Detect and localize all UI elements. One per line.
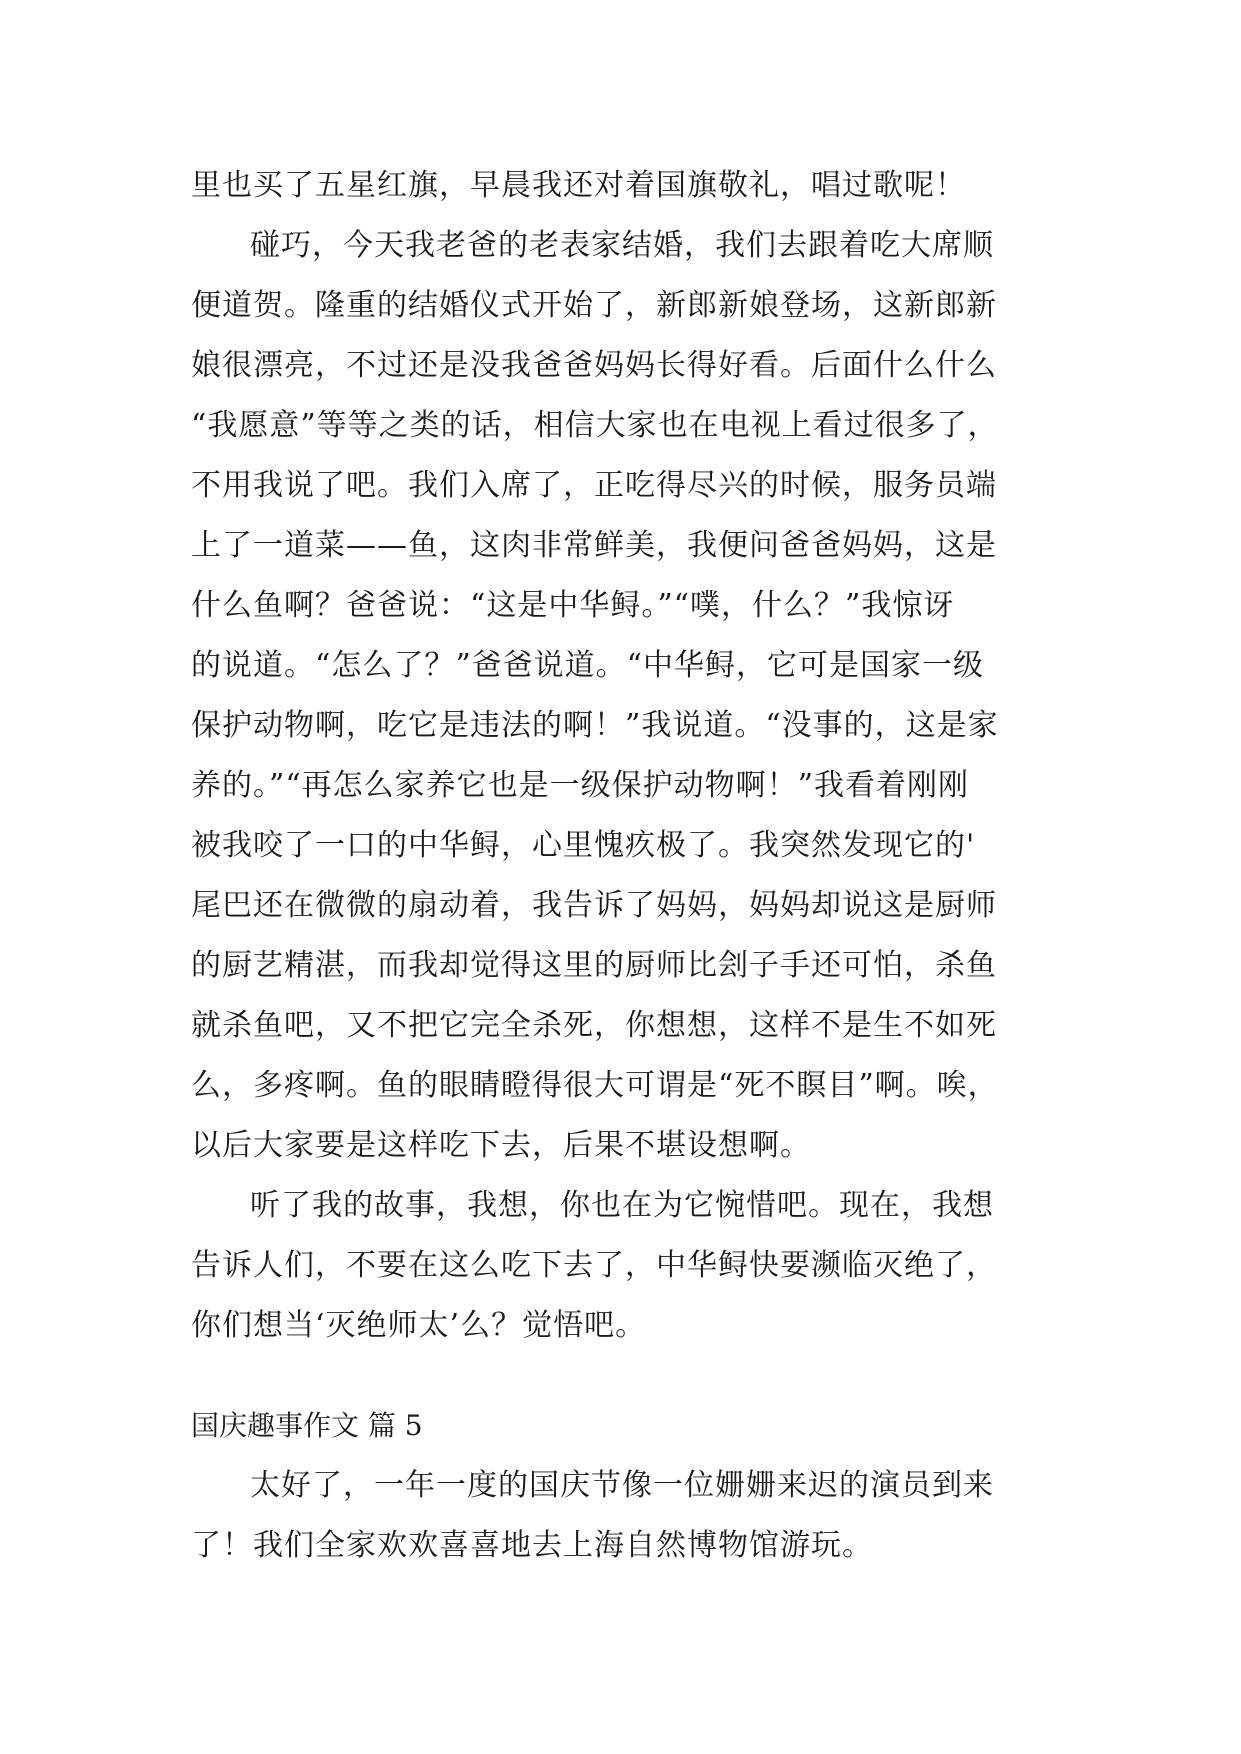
text-line: 的说道。“怎么了？”爸爸说道。“中华鲟，它可是国家一级 bbox=[191, 648, 985, 683]
text-line: 的厨艺精湛，而我却觉得这里的厨师比刽子手还可怕，杀鱼 bbox=[191, 948, 997, 983]
text-line: 便道贺。隆重的结婚仪式开始了，新郎新娘登场，这新郎新 bbox=[191, 288, 997, 323]
section-title: 国庆趣事作文 篇 5 bbox=[191, 1409, 423, 1442]
text-line: 尾巴还在微微的扇动着，我告诉了妈妈，妈妈却说这是厨师 bbox=[191, 888, 997, 923]
text-line: 娘很漂亮，不过还是没我爸爸妈妈长得好看。后面什么什么 bbox=[191, 348, 997, 383]
text-line: 不用我说了吧。我们入席了，正吃得尽兴的时候，服务员端 bbox=[191, 468, 997, 503]
text-line: 什么鱼啊？爸爸说：“这是中华鲟。”“噗，什么？”我惊讶 bbox=[191, 588, 955, 623]
text-line: 听了我的故事，我想，你也在为它惋惜吧。现在，我想 bbox=[250, 1188, 994, 1223]
text-line: 就杀鱼吧，又不把它完全杀死，你想想，这样不是生不如死 bbox=[191, 1008, 997, 1043]
text-line: 你们想当‘灭绝师太’么？觉悟吧。 bbox=[191, 1308, 647, 1343]
text-line: 养的。”“再怎么家养它也是一级保护动物啊！”我看着刚刚 bbox=[191, 768, 970, 803]
text-line: 了！我们全家欢欢喜喜地去上海自然博物馆游玩。 bbox=[191, 1528, 873, 1563]
text-line: “我愿意”等等之类的话，相信大家也在电视上看过很多了， bbox=[191, 408, 999, 443]
text-line: 保护动物啊，吃它是违法的啊！”我说道。“没事的，这是家 bbox=[191, 708, 999, 743]
text-line: 里也买了五星红旗，早晨我还对着国旗敬礼，唱过歌呢！ bbox=[191, 168, 966, 203]
text-line: 太好了，一年一度的国庆节像一位姗姗来迟的演员到来 bbox=[250, 1468, 994, 1503]
text-line: 么，多疼啊。鱼的眼睛瞪得很大可谓是“死不瞑目”啊。唉， bbox=[191, 1068, 999, 1103]
text-line: 碰巧，今天我老爸的老表家结婚，我们去跟着吃大席顺 bbox=[250, 228, 994, 263]
text-line: 以后大家要是这样吃下去，后果不堪设想啊。 bbox=[191, 1128, 811, 1163]
text-line: 被我咬了一口的中华鲟，心里愧疚极了。我突然发现它的' bbox=[191, 828, 976, 863]
text-line: 上了一道菜——鱼，这肉非常鲜美，我便问爸爸妈妈，这是 bbox=[191, 528, 997, 563]
text-line: 告诉人们，不要在这么吃下去了，中华鲟快要濒临灭绝了， bbox=[191, 1248, 997, 1283]
